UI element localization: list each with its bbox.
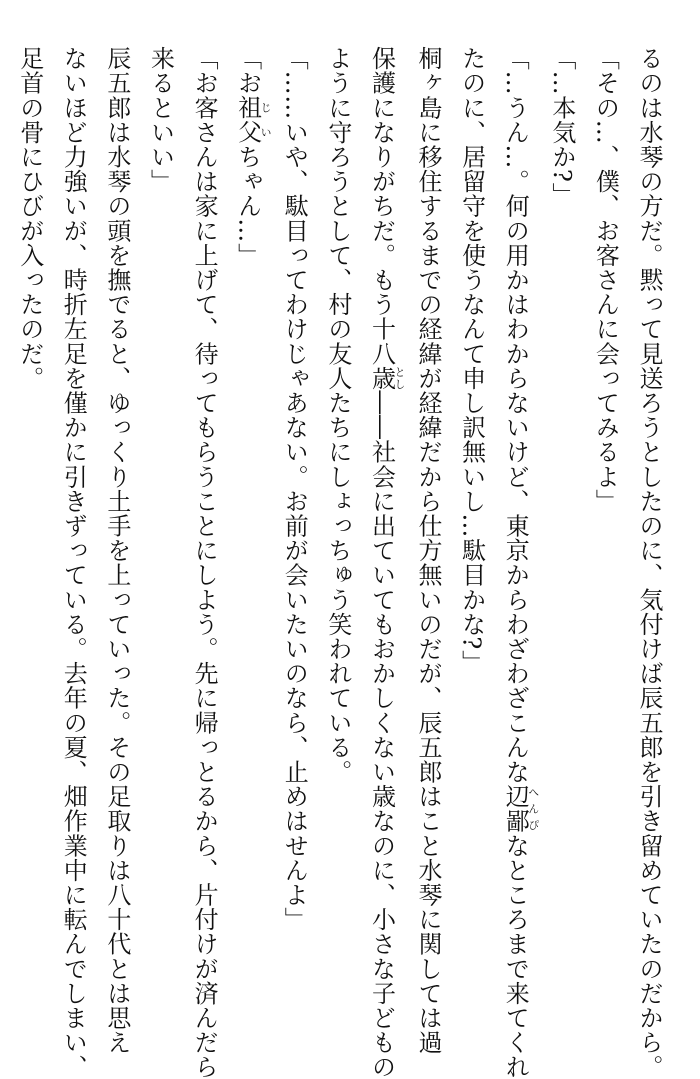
- text-line-14: ないほど力強いが、時折左足を僅かに引きずっている。去年の夏、畑作業中に転んでしまい、: [59, 46, 88, 1079]
- text-line-10: 「お祖父じいちゃん…」: [233, 46, 273, 268]
- text-line-9: 「……いや、駄目ってわけじゃあない。お前が会いたいのなら、止めはせんよ」: [280, 46, 309, 932]
- text-line-4: 「…うん…。何の用かはわからないけど、東京からわざわざこんな辺鄙へんぴなところまで来てくれ: [501, 46, 540, 1079]
- text-line-6: 桐ヶ島に移住するまでの経緯が経緯だから仕方無いのだが、辰五郎はこと水琴に関しては過: [414, 46, 443, 1055]
- text-line-16: [0, 46, 7, 996]
- vertical-text-body: [0, 46, 670, 1079]
- text-line-12: 来るといい」: [146, 46, 175, 194]
- text-line-15: 足首の骨にひびが入ったのだ。: [15, 46, 44, 391]
- ruby-henpi: 辺鄙へんぴ: [501, 784, 540, 834]
- ruby-jii: 祖父じい: [233, 95, 273, 145]
- text-line-5: たのに、居留守を使うなんて申し訳無いし…駄目かな?」: [457, 46, 486, 675]
- text-line-1: るのは水琴の方だ。黙って見送ろうとしたのに、気付けば辰五郎を引き留めていたのだから。: [635, 46, 663, 1079]
- text-line-11: 「お客さんは家に上げて、待ってもらうことにしよう。先に帰っとるから、片付けが済んだら: [190, 46, 219, 1079]
- ruby-toshi: 歳とし: [367, 365, 406, 391]
- text-line-13: 辰五郎は水琴の頭を撫でると、ゆっくり土手を上っていった。その足取りは八十代とは思え: [102, 46, 131, 1055]
- text-line-8: ように守ろうとして、村の友人たちにしょっちゅう笑われている。: [323, 46, 352, 784]
- text-line-3: 「…本気か?」: [547, 46, 576, 208]
- text-line-7: 保護になりがちだ。もう十八歳とし――社会に出ていてもおかしくない歳なのに、小さな子どもの: [367, 46, 406, 1079]
- text-line-2: 「その…、僕、お客さんに会ってみるよ」: [591, 46, 620, 514]
